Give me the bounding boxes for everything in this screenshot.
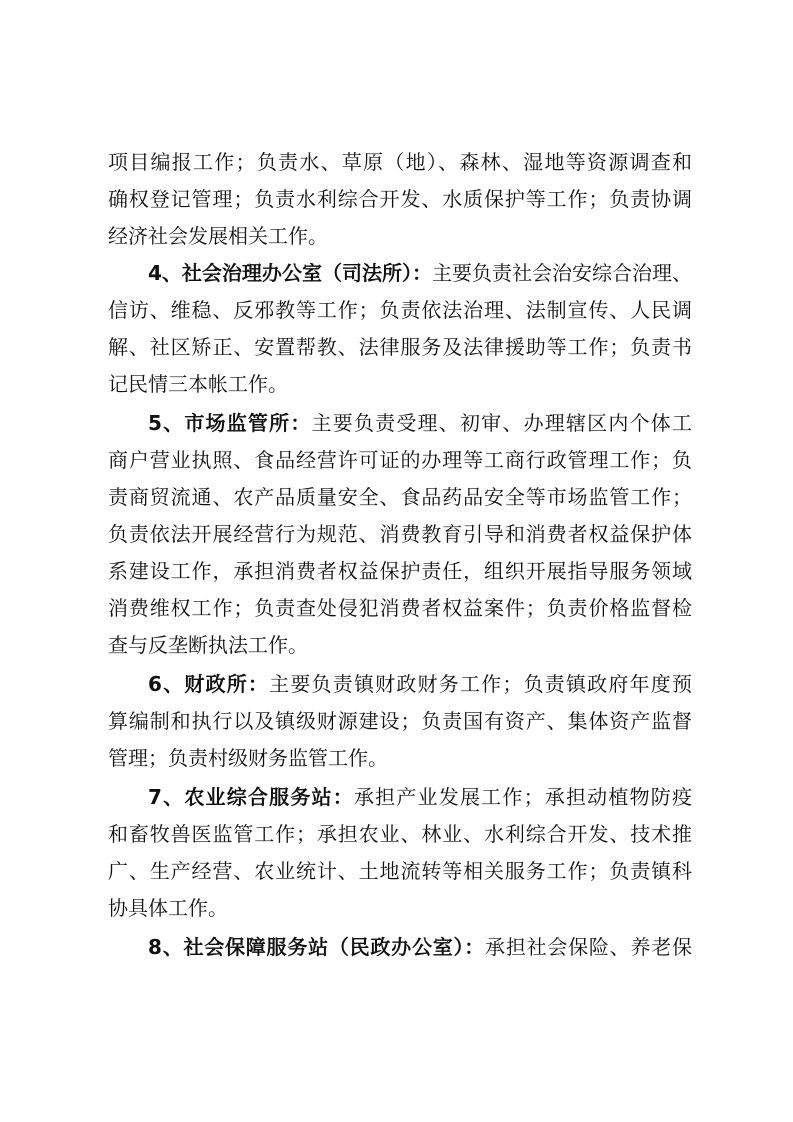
text-run: 承担产业发展工作；承担动植物防疫 [353,785,692,809]
text-line: 查与反垄断执法工作。 [108,633,308,657]
text-run: 主要负责受理、初审、办理辖区内个体工 [311,411,692,435]
text-line: 和畜牧兽医监管工作；承担农业、林业、水利综合开发、技术推 [108,822,692,846]
paragraph-first-line [148,929,692,965]
text-line: 解、社区矫正、安置帮教、法律服务及法律援助等工作；负责书 [108,335,692,359]
text-run: 主要负责社会治安综合治理、 [431,261,692,285]
text-run: 主要负责镇财政财务工作；负责镇政府年度预 [269,672,692,696]
paragraph-first-line [148,405,692,441]
text-line: 经济社会发展相关工作。 [108,224,328,248]
text-line: 协具体工作。 [108,896,228,920]
text-line: 项目编报工作；负责水、草原（地）、森林、湿地等资源调查和 [108,150,692,174]
paragraph-first-line [148,666,692,702]
paragraph-first-line [148,255,692,291]
section-heading: 8、社会保障服务站（民政办公室）： [148,935,486,959]
text-run: 承担社会保险、养老保 [485,935,692,959]
paragraph-first-line [148,779,692,815]
section-heading: 7、农业综合服务站： [148,785,354,809]
text-line: 算编制和执行以及镇级财源建设；负责国有资产、集体资产监督 [108,709,692,733]
section-heading: 6、财政所： [148,672,270,696]
text-line: 负责依法开展经营行为规范、消费教育引导和消费者权益保护体 [108,522,692,546]
text-line: 管理；负责村级财务监管工作。 [108,746,388,770]
section-heading: 5、市场监管所： [148,411,312,435]
text-line: 商户营业执照、食品经营许可证的办理等工商行政管理工作；负 [108,448,692,472]
text-line: 记民情三本帐工作。 [108,372,288,396]
section-heading: 4、社会治理办公室（司法所）： [148,261,432,285]
text-line: 确权登记管理；负责水利综合开发、水质保护等工作；负责协调 [108,187,692,211]
text-line: 广、生产经营、农业统计、土地流转等相关服务工作；负责镇科 [108,859,692,883]
text-line: 责商贸流通、农产品质量安全、食品药品安全等市场监管工作； [108,485,692,509]
text-line: 消费维权工作；负责查处侵犯消费者权益案件；负责价格监督检 [108,596,692,620]
text-line: 系建设工作，承担消费者权益保护责任，组织开展指导服务领域 [108,559,692,583]
text-line: 信访、维稳、反邪教等工作；负责依法治理、法制宣传、人民调 [108,298,692,322]
